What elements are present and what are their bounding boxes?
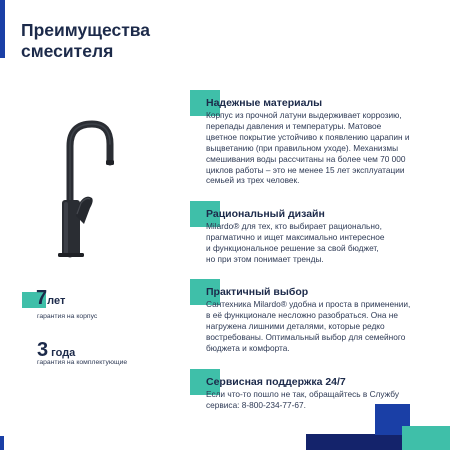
- feature-title: Практичный выбор: [206, 286, 309, 298]
- stat-unit: года: [48, 347, 76, 359]
- stat-warranty-parts: [37, 340, 75, 361]
- feature-design: [206, 208, 446, 265]
- stat-number: 7: [36, 287, 48, 309]
- feature-materials: [206, 97, 446, 186]
- stat-warranty-body: [36, 288, 65, 309]
- page-title: Преимущества смесителя: [21, 20, 151, 61]
- decor-teal-block: [402, 426, 450, 450]
- feature-title: Сервисная поддержка 24/7: [206, 376, 346, 388]
- faucet-image: [26, 116, 146, 258]
- corner-accent-bar: [0, 0, 5, 58]
- stat-unit: лет: [47, 295, 66, 307]
- feature-text: Milardo® для тех, кто выбирает рационально, прагматично и ищет максимально интересное и функциональное решение за свой бюджет, но при этом понимает тренды.: [206, 221, 385, 264]
- decor-edge-bar: [0, 436, 4, 450]
- feature-title: Рациональный дизайн: [206, 208, 325, 220]
- feature-text: Корпус из прочной латуни выдерживает коррозию, перепады давления и температуры. Матовое цветное покрытие устойчиво к появлению царапин и выцветанию (при правильном уходе). Механизмы смешивания воды рассчитаны на более чем 70 000 циклов работы – это не менее 15 лет эксплуатации семьей из трех человек.: [206, 110, 410, 186]
- feature-text: Если что-то пошло не так, обращайтесь в Службу сервиса: 8-800-234-77-67.: [206, 389, 399, 410]
- stat-caption: гарантия на корпус: [37, 313, 98, 320]
- feature-title: Надежные материалы: [206, 97, 323, 109]
- feature-practical: [206, 286, 446, 354]
- stat-caption: гарантия на комплектующие: [37, 359, 128, 366]
- feature-text: Сантехника Milardo® удобна и проста в применении, в её функционале несложно разобраться. Она не нагружена лишними деталями, которые редко востребованы. Оптимальный выбор для семейного бюджета и комфорта.: [206, 299, 411, 353]
- stat-number: 3: [37, 339, 49, 361]
- feature-support: [206, 376, 446, 411]
